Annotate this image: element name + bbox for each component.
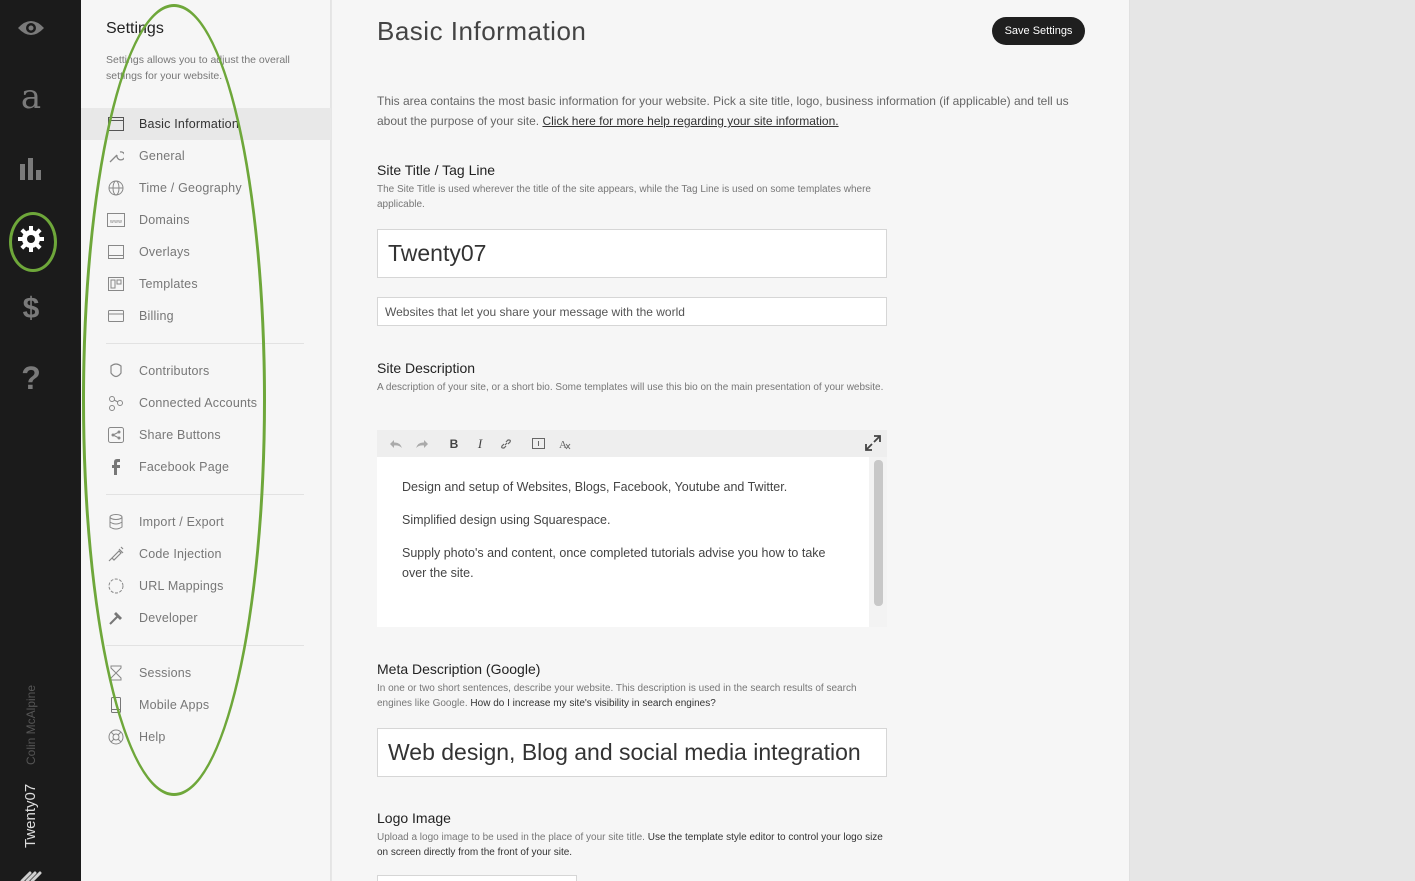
phone-icon [107, 696, 125, 714]
editor-toolbar [377, 430, 887, 457]
nav-divider [106, 494, 304, 495]
nav-item-url-mappings[interactable] [81, 570, 331, 602]
nav-item-billing[interactable] [81, 300, 331, 332]
share-icon [107, 426, 125, 444]
site-title-label: Site Title / Tag Line [377, 162, 496, 178]
globe-icon [107, 179, 125, 197]
meta-description-label: Meta Description (Google) [377, 661, 541, 677]
editor-scrollbar[interactable] [869, 457, 887, 627]
site-info-help-link[interactable]: Click here for more help regarding your site information. [542, 114, 839, 128]
editor-scroll-thumb[interactable] [874, 460, 883, 606]
dollar-icon[interactable] [0, 294, 62, 324]
nav-label: Import / Export [139, 515, 224, 529]
nav-item-sessions[interactable] [81, 657, 331, 689]
style-editor-hint: Use the template style editor to control your logo size on screen directly from the front of your site. [377, 832, 883, 858]
hourglass-icon [107, 664, 125, 682]
site-title-input[interactable] [377, 229, 887, 278]
panel-title: Settings [106, 20, 164, 37]
expand-icon[interactable] [865, 435, 881, 451]
nav-label: Mobile Apps [139, 698, 210, 712]
meta-description-help [377, 681, 889, 711]
main-content [332, 0, 1130, 881]
seo-visibility-help-link[interactable]: How do I increase my site's visibility in search engines? [470, 698, 716, 709]
question-icon[interactable] [0, 362, 62, 394]
site-title-help: The Site Title is used wherever the title of the site appears, while the Tag Line is used on some templates where applicable. [377, 184, 871, 210]
syringe-icon [107, 545, 125, 563]
nav-item-contributors[interactable] [81, 355, 331, 387]
nav-label: Help [139, 730, 166, 744]
question-glyph: ? [21, 360, 41, 396]
nav-label: Facebook Page [139, 460, 230, 474]
page-title: Basic Information [377, 16, 587, 46]
settings-panel [81, 0, 331, 881]
facebook-icon [107, 458, 125, 476]
intro-body: This area contains the most basic information for your website. Pick a site title, logo, business information (if applicable) and tell us about the purpose of your site. [377, 94, 1069, 128]
nav-item-mobile-apps[interactable] [81, 689, 331, 721]
nav-item-share-buttons[interactable] [81, 419, 331, 451]
nav-item-help[interactable] [81, 721, 331, 753]
description-text-area[interactable] [377, 457, 869, 627]
meta-description-input[interactable] [377, 728, 887, 777]
www-icon [107, 211, 125, 229]
description-paragraph: Design and setup of Websites, Blogs, Facebook, Youtube and Twitter. [402, 480, 788, 494]
nav-label: Overlays [139, 245, 190, 259]
nav-item-domains[interactable] [81, 204, 331, 236]
nav-divider [106, 645, 304, 646]
logo-image-label: Logo Image [377, 810, 451, 826]
nav-label: URL Mappings [139, 579, 224, 593]
nav-label: Code Injection [139, 547, 222, 561]
nav-label: Contributors [139, 364, 210, 378]
bold-icon[interactable]: B [449, 436, 459, 451]
nav-label: Basic Information [139, 117, 239, 131]
overlay-icon [107, 243, 125, 261]
intro-text [377, 91, 1077, 131]
nav-item-templates[interactable] [81, 268, 331, 300]
eye-icon[interactable] [0, 18, 62, 38]
nav-label: Domains [139, 213, 190, 227]
nav-label: Connected Accounts [139, 396, 258, 410]
hammer-icon [107, 609, 125, 627]
nav-label: General [139, 149, 185, 163]
nav-label: Developer [139, 611, 198, 625]
logo-image-help [377, 830, 889, 860]
wrench-icon [107, 147, 125, 165]
person-icon [107, 362, 125, 380]
site-description-label: Site Description [377, 360, 476, 376]
nav-label: Billing [139, 309, 174, 323]
connect-icon [107, 394, 125, 412]
nav-item-basic-information[interactable] [81, 108, 331, 140]
nav-item-facebook-page[interactable] [81, 451, 331, 483]
squarespace-logo-icon [20, 870, 42, 881]
bar-chart-icon[interactable] [0, 156, 62, 180]
nav-item-overlays[interactable] [81, 236, 331, 268]
site-name[interactable]: Twenty07 [22, 783, 39, 848]
nav-item-time-geography[interactable] [81, 172, 331, 204]
svg-text:A: A [558, 438, 567, 450]
gear-highlight-ring [9, 212, 57, 272]
description-editor [377, 430, 887, 627]
nav-label: Templates [139, 277, 198, 291]
nav-item-developer[interactable] [81, 602, 331, 634]
app-rail [0, 0, 81, 881]
letter-a-glyph: a [20, 77, 42, 117]
logo-upload-box[interactable] [377, 875, 577, 881]
preview-area [1131, 0, 1415, 881]
dollar-glyph: $ [22, 292, 40, 325]
redo-icon[interactable] [409, 430, 435, 457]
nav-label: Sessions [139, 666, 192, 680]
nav-item-import-export[interactable] [81, 506, 331, 538]
letter-a-icon[interactable] [0, 77, 62, 117]
nav-label: Time / Geography [139, 181, 242, 195]
site-description-help: A description of your site, or a short bio. Some templates will use this bio on the main presentation of your website. [377, 382, 884, 393]
nav-item-connected-accounts[interactable] [81, 387, 331, 419]
save-settings-button[interactable]: Save Settings [992, 17, 1085, 45]
tagline-input[interactable] [377, 297, 887, 326]
database-icon [107, 513, 125, 531]
description-paragraph: Supply photo's and content, once completed tutorials advise you how to take over the site. [402, 546, 826, 580]
user-name: Colin McAlpine [24, 684, 38, 765]
window-icon [107, 115, 125, 133]
meta-help-body: In one or two short sentences, describe your website. This description is used in the search results of search engines like Google. [377, 683, 857, 709]
panel-description: Settings allows you to adjust the overall settings for your website. [106, 54, 290, 82]
logo-help-body: Upload a logo image to be used in the place of your site title. [377, 832, 648, 843]
card-icon [107, 307, 125, 325]
description-paragraph: Simplified design using Squarespace. [402, 513, 611, 527]
link-icon[interactable] [493, 430, 519, 457]
template-icon [107, 275, 125, 293]
italic-icon[interactable]: I [477, 435, 483, 451]
undo-icon[interactable] [383, 430, 409, 457]
svg-text:www: www [109, 219, 123, 225]
clear-format-icon[interactable] [551, 430, 577, 457]
nav-item-general[interactable] [81, 140, 331, 172]
embed-icon[interactable] [525, 430, 551, 457]
lifebuoy-icon [107, 728, 125, 746]
circle-icon [107, 577, 125, 595]
nav-item-code-injection[interactable] [81, 538, 331, 570]
nav-label: Share Buttons [139, 428, 221, 442]
nav-divider [106, 343, 304, 344]
